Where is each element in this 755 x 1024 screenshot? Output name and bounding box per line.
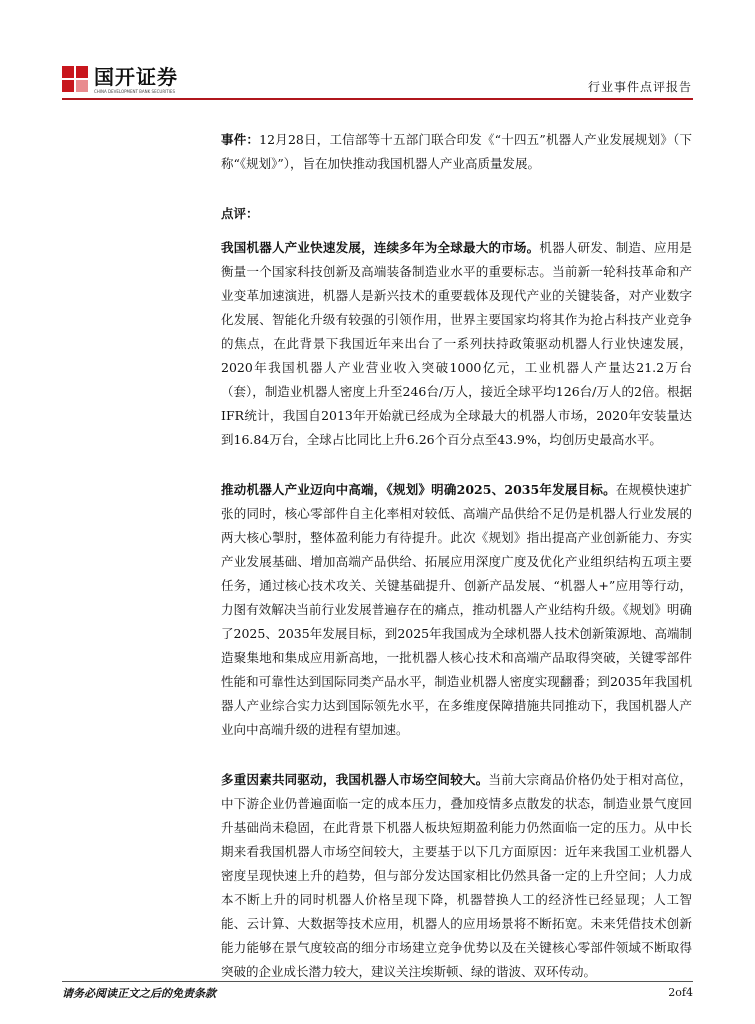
disclaimer-note: 请务必阅读正文之后的免责条款 <box>62 987 216 1000</box>
paragraph-lead: 推动机器人产业迈向中高端，《规划》明确2025、2035年发展目标。 <box>221 482 616 497</box>
body-paragraph <box>221 768 692 984</box>
logo-name: 国开证券 <box>94 65 178 89</box>
report-body <box>221 128 692 984</box>
paragraph-text: 机器人研发、制造、应用是衡量一个国家科技创新及高端装备制造业水平的重要标志。当前新一轮科技革命和产业变革加速演进，机器人是新兴技术的重要载体及现代产业的关键装备，对产业数字化发展、智能化升级有较强的引领作用，世界主要国家均将其作为抢占科技产业竞争的焦点，在此背景下我国近年来出台了一系列扶持政策驱动机器人行业快速发展，2020年我国机器人产业营业收入突破1000亿元，工业机器人产量达21.2万台（套），制造业机器人密度上升至246台/万人，接近全球平均126台/万人的2倍。根据IFR统计，我国自2013年开始就已经成为全球最大的机器人市场，2020年安装量达到16.84万台，全球占比同比上升6.26个百分点至43.9%，均创历史最高水平。 <box>221 240 692 447</box>
paragraph-lead: 多重因素共同驱动，我国机器人市场空间较大。 <box>221 772 489 787</box>
logo-english-name: CHINA DEVELOPMENT BANK SECURITIES <box>94 89 175 94</box>
comment-heading <box>221 202 692 226</box>
body-paragraph <box>221 478 692 742</box>
report-type: 行业事件点评报告 <box>587 80 692 94</box>
paragraph-text: 当前大宗商品价格仍处于相对高位，中下游企业仍普遍面临一定的成本压力，叠加疫情多点散发的状态，制造业景气度回升基础尚未稳固，在此背景下机器人板块短期盈利能力仍然面临一定的压力。从中长期来看我国机器人市场空间较大，主要基于以下几方面原因：近年来我国工业机器人密度呈现快速上升的趋势，但与部分发达国家相比仍然具备一定的上升空间；人力成本不断上升的同时机器人价格呈现下降，机器替换人工的经济性已经显现；人工智能、云计算、大数据等技术应用，机器人的应用场景将不断拓宽。未来凭借技术创新能力能够在景气度较高的细分市场建立竞争优势以及在关键核心零部件领域不断取得突破的企业成长潜力较大，建议关注埃斯顿、绿的谐波、双环传动。 <box>221 772 692 979</box>
event-label: 事件： <box>221 132 260 147</box>
event-paragraph <box>221 128 692 176</box>
comment-label: 点评： <box>221 206 259 221</box>
event-text: 12月28日，工信部等十五部门联合印发《“十四五”机器人产业发展规划》（下称“《规划》”），旨在加快推动我国机器人产业高质量发展。 <box>221 132 692 171</box>
footer-divider <box>62 981 693 982</box>
paragraph-lead: 我国机器人产业快速发展，连续多年为全球最大的市场。 <box>221 240 540 255</box>
logo-mark-icon <box>62 66 88 92</box>
paragraph-text: 在规模快速扩张的同时，核心零部件自主化率相对较低、高端产品供给不足仍是机器人行业发展的两大核心掣肘，整体盈利能力有待提升。此次《规划》指出提高产业创新能力、夯实产业发展基础、增加高端产品供给、拓展应用深度广度及优化产业组织结构五项主要任务，通过核心技术攻关、关键基础提升、创新产品发展、“机器人+”应用等行动，力图有效解决当前行业发展普遍存在的痛点，推动机器人产业结构升级。《规划》明确了2025、2035年发展目标，到2025年我国成为全球机器人技术创新策源地、高端制造聚集地和集成应用新高地，一批机器人核心技术和高端产品取得突破，关键零部件性能和可靠性达到国际同类产品水平，制造业机器人密度实现翻番；到2035年我国机器人产业综合实力达到国际领先水平，在多维度保障措施共同推动下，我国机器人产业向中高端升级的进程有望加速。 <box>221 482 692 737</box>
brand-logo <box>62 66 178 94</box>
header-divider <box>62 98 693 100</box>
page-number: 2of4 <box>668 986 693 999</box>
body-paragraph <box>221 236 692 452</box>
